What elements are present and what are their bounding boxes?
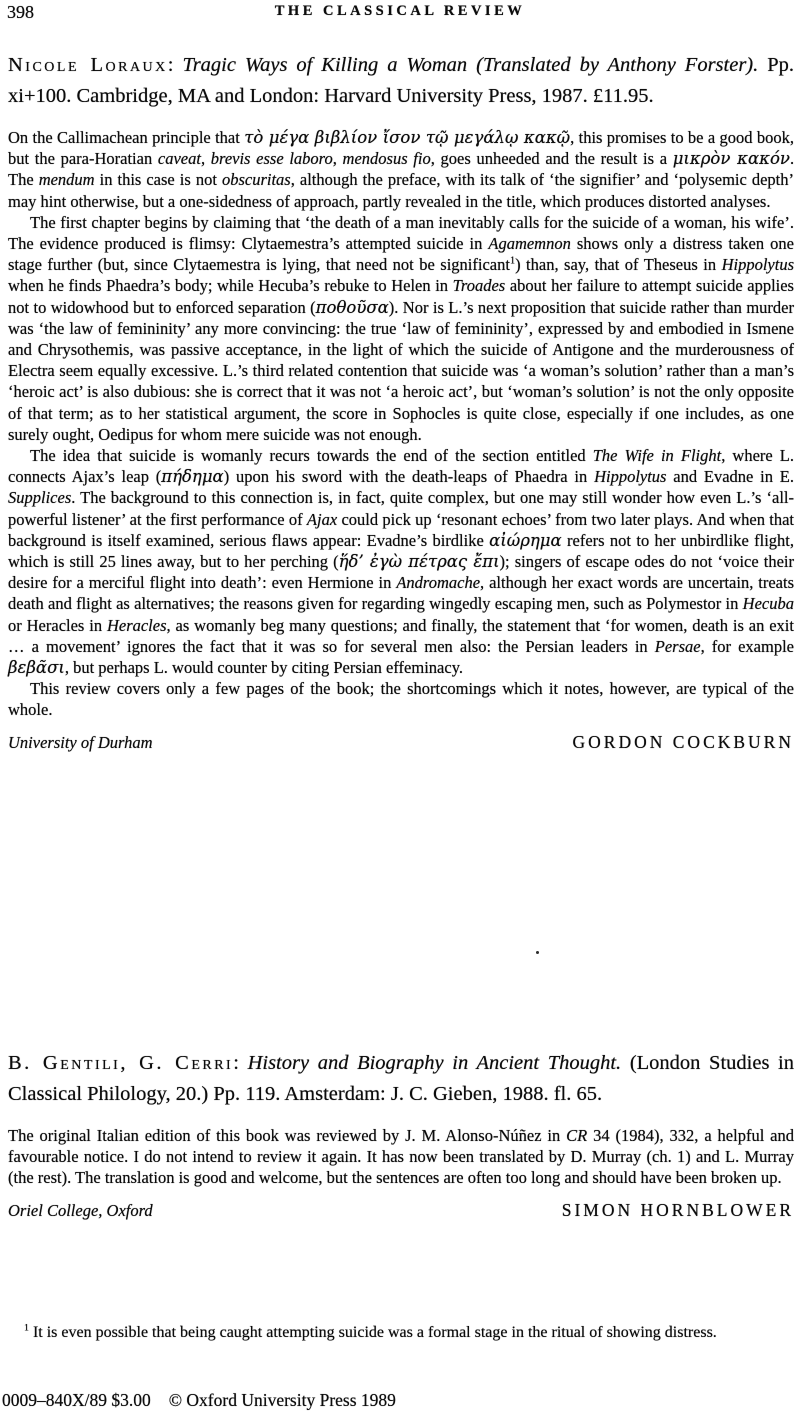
footnote: $^1$ It is even possible that being caught attempting suicide was a formal stage in the ritual of showing distress. [24,1322,717,1341]
journal-title: THE CLASSICAL REVIEW [274,3,526,19]
review-heading: Nicole Loraux: Tragic Ways of Killing a Woman (Translated by Anthony Forster). Pp. xi+100. Cambridge, MA and London: Harvard University Press, 1987. £11.95. [8,54,794,107]
review-gentili-cerri [8,1048,794,1221]
issn-price: 0009–840X/89 $3.00 [2,1390,151,1410]
review-signature [8,1200,794,1221]
review-paragraph: The first chapter begins by claiming that ‘the death of a man inevitably calls for the suicide of a woman, his wife’. The evidence produced is flimsy: Clytaemestra’s attempted suicide in Agamemnon shows only a distress taken one stage further (but, since Clytaemestra is lying, that need not be significant$^1$) than, say, that of Theseus in Hippolytus when he finds Phaedra’s body; while Hecuba’s rebuke to Helen in Troades about her failure to attempt suicide applies not to widowhood but to enforced separation (ποθοῦσα). Nor is L.’s next proposition that suicide rather than murder was ‘the law of femininity’ any more convincing: the true ‘law of femininity’, expressed by and embodied in Ismene and Chrysothemis, was passive acceptance, in the light of which the suicide of Antigone and the murderousness of Electra seem equally excessive. L.’s third related contention that suicide was ‘a woman’s solution’ rather than a man’s ‘heroic act’ is also dubious: she is correct that it was not ‘a heroic act’, but ‘woman’s solution’ is not the only opposite of that term; as to her statistical argument, the score in Sophocles is quite close, especially if one includes, as one surely ought, Oedipus for whom mere suicide was not enough. [8,212,794,444]
running-header [0,2,800,24]
review-body [8,1125,794,1189]
reviewer-name: SIMON HORNBLOWER [561,1199,794,1220]
review-paragraph: The idea that suicide is womanly recurs towards the end of the section entitled The Wife in Flight, where L. connects Ajax’s leap (πήδημα) upon his sword with the death-leaps of Phaedra in Hippolytus and Evadne in E. Supplices. The background to this connection is, in fact, quite complex, but one may still wonder how even L.’s ‘all-powerful listener’ at the first performance of Ajax could pick up ‘resonant echoes’ from two later plays. And when that background is itself examined, serious flaws appear: Evadne’s birdlike αἰώρημα refers not to her unbirdlike flight, which is still 25 lines away, but to her perching (ἥδ’ ἐγὼ πέτρας ἔπι); singers of escape odes do not ‘voice their desire for a merciful flight into death’: even Hermione in Andromache, although her exact words are uncertain, treats death and flight as alternatives; the reasons given for regarding wingedly escaping men, such as Polymestor in Hecuba or Heracles in Heracles, as womanly beg many questions; and finally, the statement that ‘for women, death is an exit … a movement’ ignores the fact that it was so for several men also: the Persian leaders in Persae, for example βεβᾶσι, but perhaps L. would counter by citing Persian effeminacy. [8,446,795,678]
review-loraux [8,50,794,753]
review-signature [8,732,794,753]
reviewer-name: GORDON COCKBURN [572,731,794,752]
review-paragraph: On the Callimachean principle that τὸ μέγα βιβλίον ἴσον τῷ μεγάλῳ κακῷ, this promises to be a good book, but the para-Horatian caveat, brevis esse laboro, mendosus fio, goes unheeded and the result is a μικρὸν κακόν. The mendum in this case is not obscuritas, although the preface, with its talk of ‘the signifier’ and ‘polysemic depth’ may hint otherwise, but a one-sidedness of approach, partly revealed in the title, which produces distorted analyses. [8,128,795,211]
review-body [8,127,794,721]
review-paragraph: This review covers only a few pages of the book; the shortcomings which it notes, however, are typical of the whole. [8,679,794,720]
reviewer-affiliation: Oriel College, Oxford [8,1200,153,1220]
copyright-publisher: © Oxford University Press 1989 [168,1390,396,1410]
page-number: 398 [7,2,34,22]
reviewer-affiliation: University of Durham [8,732,153,752]
review-paragraph: The original Italian edition of this book was reviewed by J. M. Alonso-Núñez in CR 34 (1984), 332, a helpful and favourable notice. I do not intend to review it again. It has now been translated by D. Murray (ch. 1) and L. Murray (the rest). The translation is good and welcome, but the sentences are often too long and should have been broken up. [8,1126,795,1188]
scan-artifact-dot [536,951,539,954]
imprint-line [2,1390,396,1411]
review-heading: B. Gentili, G. Cerri: History and Biography in Ancient Thought. (London Studies in Classical Philology, 20.) Pp. 119. Amsterdam: J. C. Gieben, 1988. fl. 65. [8,1052,795,1105]
